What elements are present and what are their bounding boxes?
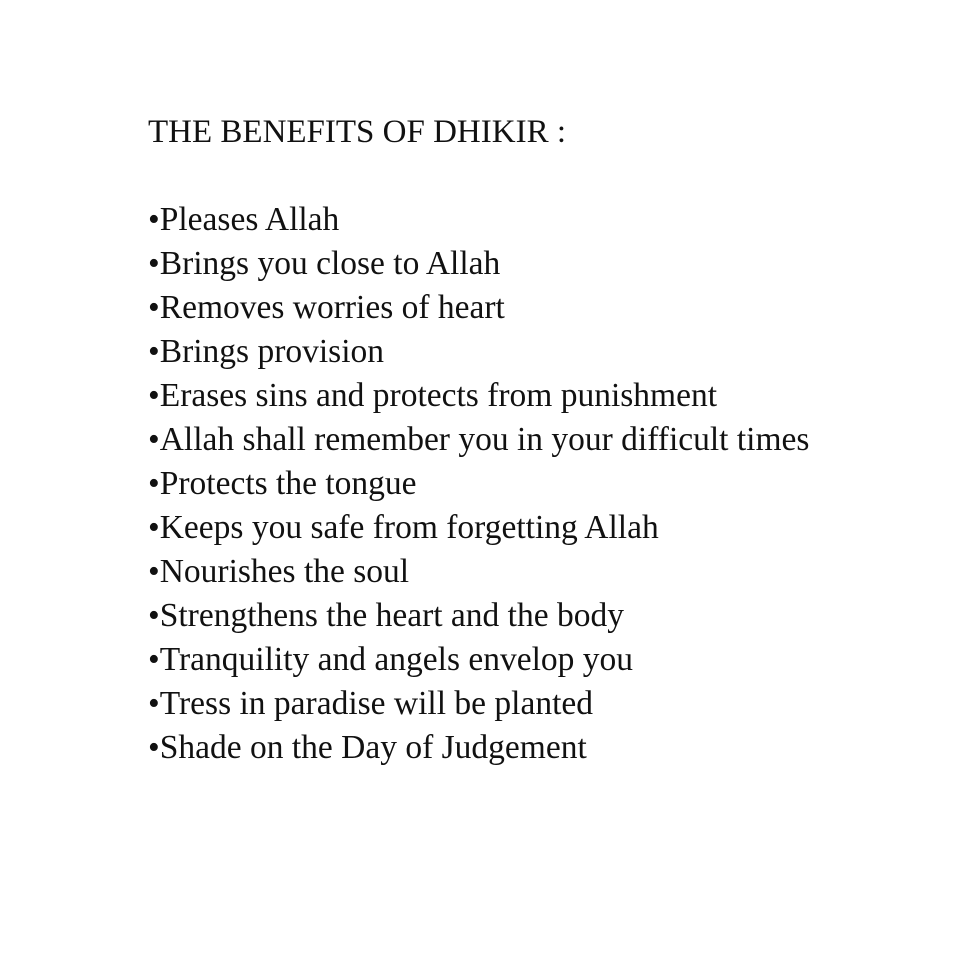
bullet-icon: • [148, 641, 160, 678]
benefit-text: Brings provision [159, 333, 385, 370]
benefit-text: Tranquility and angels envelop you [159, 641, 634, 678]
page-title: THE BENEFITS OF DHIKIR : [148, 114, 566, 150]
bullet-icon: • [148, 465, 160, 502]
list-item [148, 506, 828, 550]
list-item [148, 638, 828, 682]
benefit-text: Strengthens the heart and the body [159, 597, 624, 634]
bullet-icon: • [148, 245, 160, 282]
document-content [148, 110, 828, 770]
list-item [148, 418, 828, 462]
bullet-icon: • [148, 333, 160, 370]
bullet-icon: • [148, 685, 160, 722]
benefit-text: Nourishes the soul [159, 553, 410, 590]
bullet-icon: • [148, 553, 160, 590]
bullet-icon: • [148, 289, 160, 326]
bullet-icon: • [148, 509, 160, 546]
list-item [148, 198, 828, 242]
benefit-text: Brings you close to Allah [159, 245, 501, 282]
benefit-text: Tress in paradise will be planted [159, 685, 593, 722]
bullet-icon: • [148, 201, 160, 238]
bullet-icon: • [148, 377, 160, 414]
benefit-text: Erases sins and protects from punishment [159, 377, 718, 414]
bullet-icon: • [148, 729, 160, 766]
benefits-list [148, 198, 828, 770]
bullet-icon: • [148, 421, 160, 458]
list-item [148, 374, 828, 418]
list-item [148, 330, 828, 374]
benefit-text: Keeps you safe from forgetting Allah [159, 509, 659, 546]
list-item [148, 550, 828, 594]
list-item [148, 594, 828, 638]
list-item [148, 242, 828, 286]
list-item [148, 682, 828, 726]
benefit-text: Removes worries of heart [159, 289, 505, 326]
benefit-text: Protects the tongue [159, 465, 417, 502]
list-item [148, 726, 828, 770]
benefit-text: Shade on the Day of Judgement [159, 729, 587, 766]
bullet-icon: • [148, 597, 160, 634]
list-item [148, 286, 828, 330]
benefit-text: Allah shall remember you in your difficult times [159, 421, 810, 458]
benefit-text: Pleases Allah [159, 201, 340, 238]
list-item [148, 462, 828, 506]
